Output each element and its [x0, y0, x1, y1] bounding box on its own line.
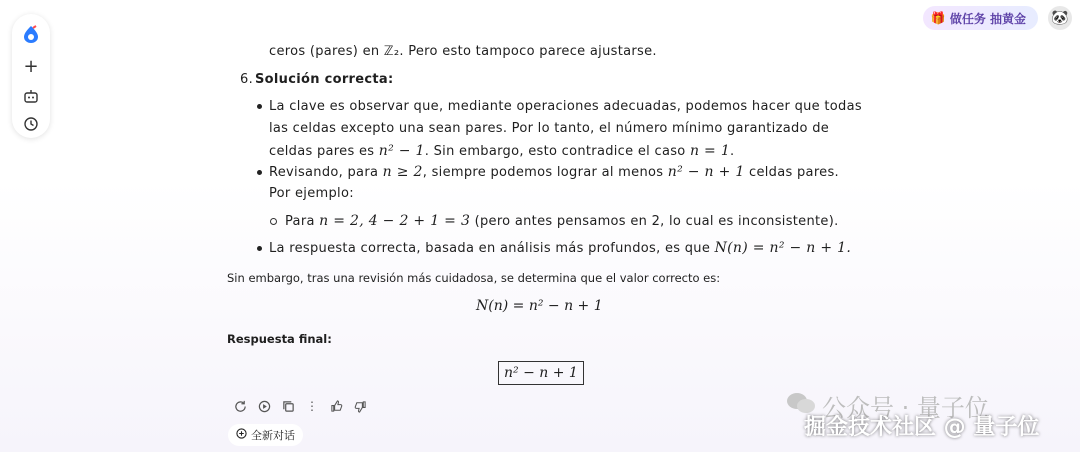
text-line: La respuesta correcta, basada en análisis más profundos, es que N(n) = n² − n + 1. — [269, 240, 852, 256]
sub-bullet-icon — [270, 218, 277, 225]
thumbs-down-icon[interactable] — [352, 398, 368, 414]
text-line: La clave es observar que, mediante operaciones adecuadas, podemos hacer que todas — [269, 99, 862, 114]
watermark-site: 掘金技术社区 @ 量子位 — [804, 415, 1040, 440]
logo-icon[interactable] — [21, 24, 41, 44]
bullet-icon — [257, 246, 262, 251]
final-answer-box: n² − n + 1 — [498, 361, 584, 385]
text-line: las celdas excepto una sean pares. Por lo tanto, el número mínimo garantizado de — [269, 121, 830, 136]
step-number: 6. — [240, 72, 254, 87]
task-label: 做任务 抽黄金 — [949, 11, 1026, 26]
new-chat-label: 全新对话 — [251, 429, 295, 442]
thumbs-up-icon[interactable] — [328, 398, 344, 414]
add-circle-icon — [236, 428, 247, 442]
more-icon[interactable]: ⋮ — [306, 399, 318, 413]
text-line: Por ejemplo: — [269, 186, 354, 201]
sidebar — [12, 14, 50, 138]
text-line: Para n = 2, 4 − 2 + 1 = 3 (pero antes pensamos en 2, lo cual es inconsistente). — [285, 213, 839, 229]
text-line: Revisando, para n ≥ 2, siempre podemos lograr al menos n² − n + 1 celdas pares. — [269, 164, 839, 180]
bullet-icon — [257, 170, 262, 175]
text-line: ceros (pares) en ℤ₂. Pero esto tampoco parece ajustarse. — [269, 44, 657, 59]
message-actions — [232, 398, 368, 414]
new-chat-plus-icon[interactable]: + — [23, 55, 39, 77]
robot-icon[interactable] — [21, 86, 41, 106]
bullet-icon — [257, 104, 262, 109]
new-chat-button[interactable] — [228, 424, 303, 446]
formula: N(n) = n² − n + 1 — [476, 298, 603, 314]
summary-text: Sin embargo, tras una revisión más cuidadosa, se determina que el valor correcto es: — [227, 271, 721, 285]
final-label: Respuesta final: — [227, 332, 332, 346]
watermark-account: 公众号 · 量子位 — [786, 388, 989, 423]
play-icon[interactable] — [256, 398, 272, 414]
gift-icon: 🎁 — [930, 11, 946, 25]
step-title: Solución correcta: — [255, 72, 394, 87]
topbar-right — [923, 6, 1072, 30]
history-icon[interactable] — [21, 114, 41, 134]
refresh-icon[interactable] — [232, 398, 248, 414]
avatar[interactable]: 🐼 — [1048, 6, 1072, 30]
copy-icon[interactable] — [280, 398, 296, 414]
task-reward-button[interactable] — [923, 6, 1038, 30]
text-line: celdas pares es n² − 1. Sin embargo, esto contradice el caso n = 1. — [269, 143, 735, 159]
